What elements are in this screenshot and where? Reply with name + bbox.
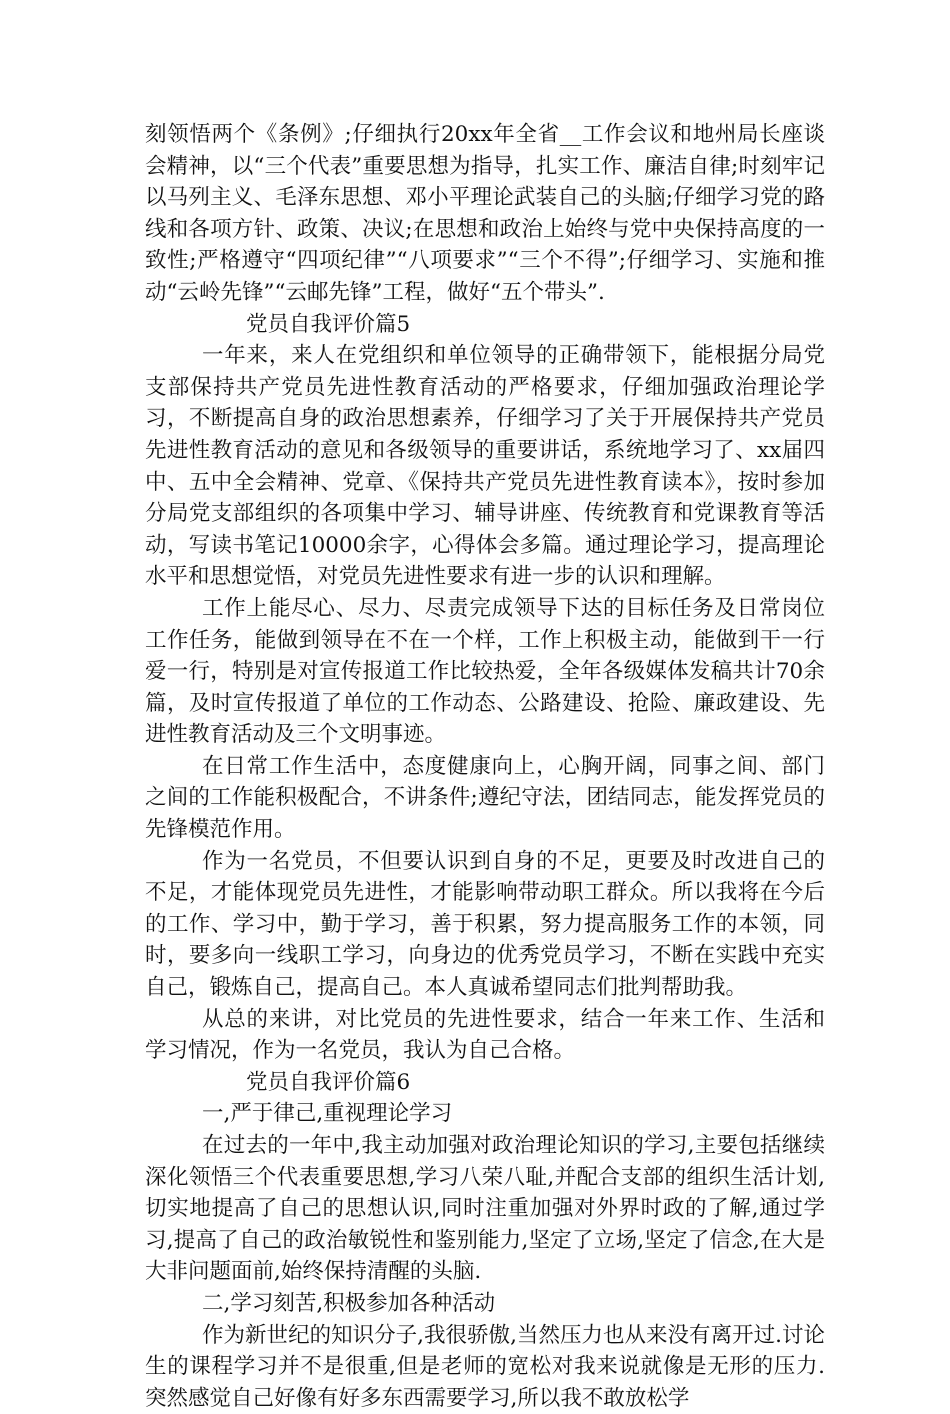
paragraph-1: 刻领悟两个《条例》;仔细执行20xx年全省__工作会议和地州局长座谈会精神，以“三个代表”重要思想为指导，扎实工作、廉洁自律;时刻牢记以马列主义、毛泽东思想、邓小平理论武装自己的头脑;仔细学习党的路线和各项方针、政策、决议;在思想和政治上始终与党中央保持高度的一致性;严格遵守“四项纪律”“八项要求”“三个不得”;仔细学习、实施和推动“云岭先锋”“云邮先锋”工程，做好“五个带头”. bbox=[145, 122, 825, 305]
paragraph-3: 工作上能尽心、尽力、尽责完成领导下达的目标任务及日常岗位工作任务，能做到领导在不在一个样，工作上积极主动，能做到干一行爱一行，特别是对宣传报道工作比较热爱，全年各级媒体发稿共计70余篇，及时宣传报道了单位的工作动态、公路建设、抢险、廉政建设、先进性教育活动及三个文明事迹。 bbox=[145, 595, 825, 748]
paragraph-7: 在过去的一年中,我主动加强对政治理论知识的学习,主要包括继续深化领悟三个代表重要思想,学习八荣八耻,并配合支部的组织生活计划,切实地提高了自己的思想认识,同时注重加强对外界时政的了解,通过学习,提高了自己的政治敏锐性和鉴别能力,坚定了立场,坚定了信念,在大是大非问题面前,始终保持清醒的头脑. bbox=[145, 1133, 825, 1285]
paragraph-6: 从总的来讲，对比党员的先进性要求，结合一年来工作、生活和学习情况，作为一名党员，我认为自己合格。 bbox=[145, 1006, 825, 1064]
subheading-1: 一,严于律己,重视理论学习 bbox=[202, 1101, 453, 1127]
section-heading-5: 党员自我评价篇5 bbox=[246, 311, 411, 337]
section-heading-6: 党员自我评价篇6 bbox=[246, 1069, 411, 1095]
paragraph-4: 在日常工作生活中，态度健康向上，心胸开阔，同事之间、部门之间的工作能积极配合，不讲条件;遵纪守法，团结同志，能发挥党员的先锋模范作用。 bbox=[145, 753, 825, 843]
paragraph-8: 作为新世纪的知识分子,我很骄傲,当然压力也从来没有离开过.讨论生的课程学习并不是很重,但是老师的宽松对我来说就像是无形的压力.突然感觉自己好像有好多东西需要学习,所以我不敢放松学 bbox=[145, 1322, 825, 1411]
document-body bbox=[145, 119, 825, 1414]
paragraph-5: 作为一名党员，不但要认识到自身的不足，更要及时改进自己的不足，才能体现党员先进性，才能影响带动职工群众。所以我将在今后的工作、学习中，勤于学习，善于积累，努力提高服务工作的本领，同时，要多向一线职工学习，向身边的优秀党员学习，不断在实践中充实自己，锻炼自己，提高自己。本人真诚希望同志们批判帮助我。 bbox=[145, 848, 825, 1001]
paragraph-2: 一年来，来人在党组织和单位领导的正确带领下，能根据分局党支部保持共产党员先进性教育活动的严格要求，仔细加强政治理论学习，不断提高自身的政治思想素养，仔细学习了关于开展保持共产党员先进性教育活动的意见和各级领导的重要讲话，系统地学习了、xx届四中、五中全会精神、党章、《保持共产党员先进性教育读本》，按时参加分局党支部组织的各项集中学习、辅导讲座、传统教育和党课教育等活动，写读书笔记10000余字，心得体会多篇。通过理论学习，提高理论水平和思想觉悟，对党员先进性要求有进一步的认识和理解。 bbox=[145, 343, 825, 590]
subheading-2: 二,学习刻苦,积极参加各种活动 bbox=[202, 1290, 496, 1316]
